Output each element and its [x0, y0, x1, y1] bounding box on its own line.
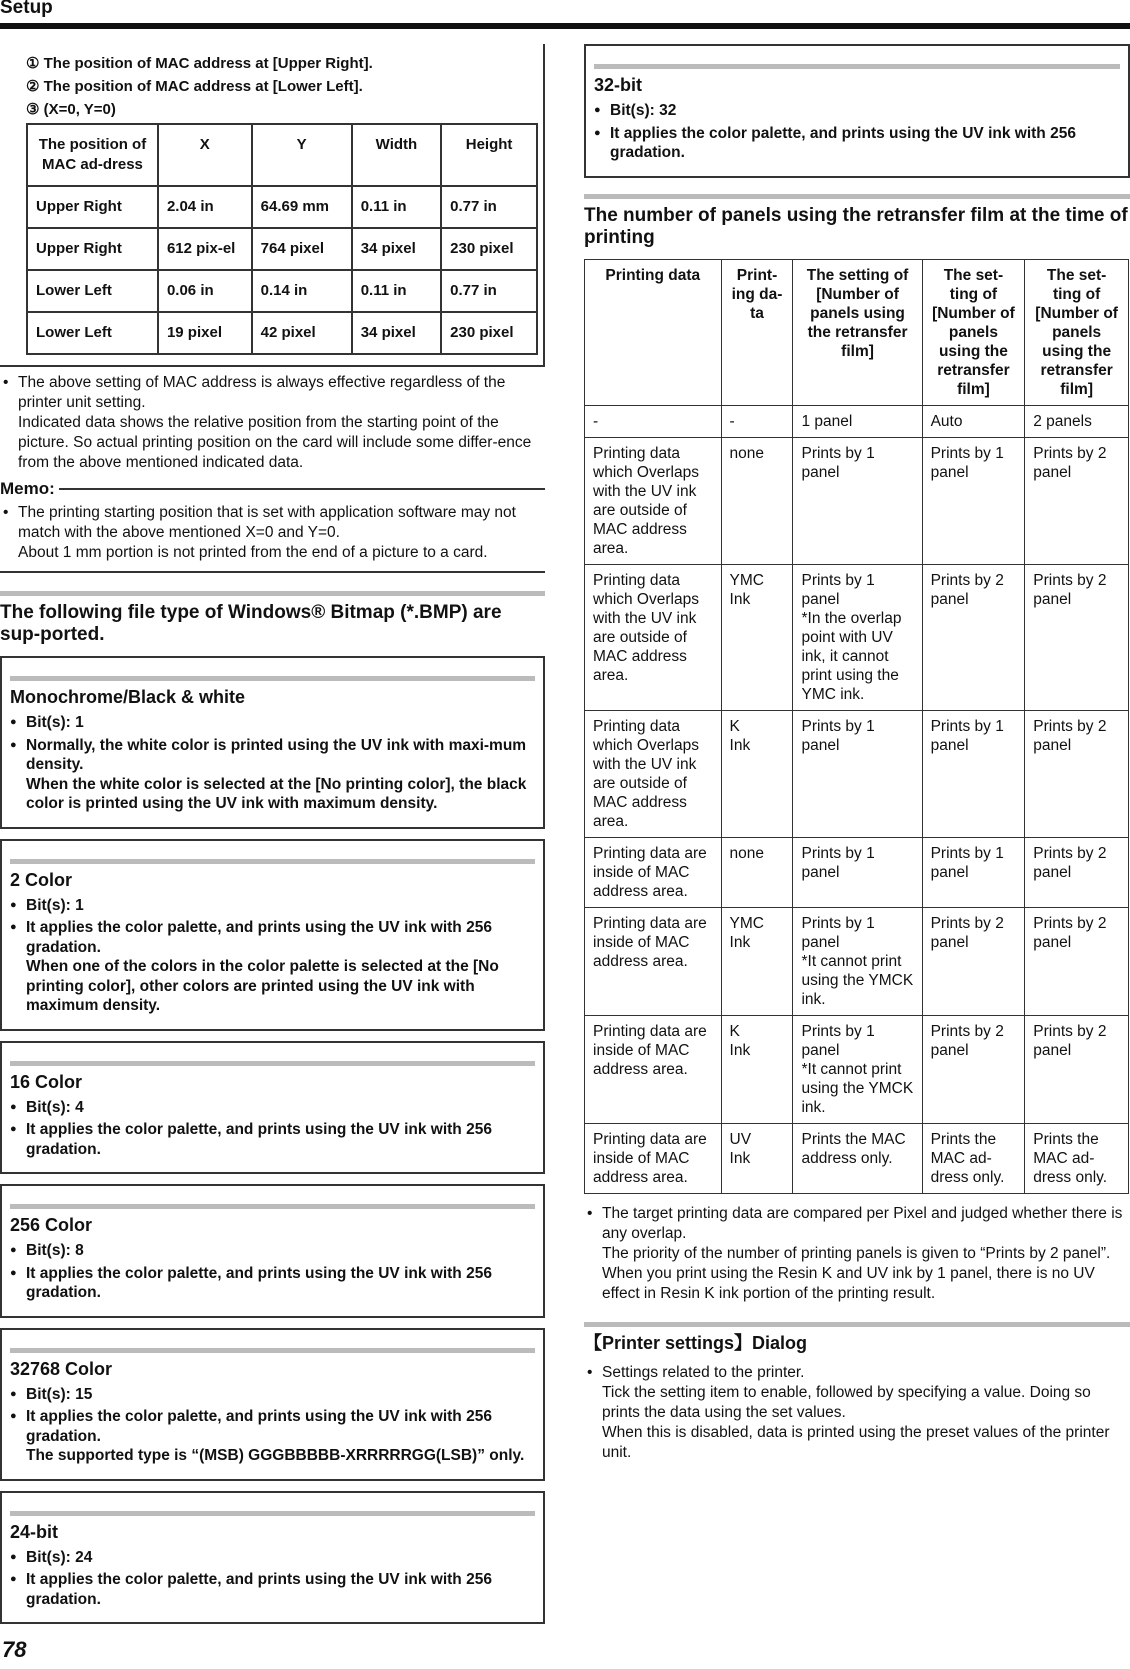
bmp-type-items	[10, 1548, 535, 1610]
bmp-type-items	[10, 1385, 535, 1466]
bmp-type-title: 24-bit	[10, 1521, 59, 1542]
section-bar	[0, 591, 545, 596]
panels-heading: The number of panels using the retransfer film at the time of printing	[584, 204, 1128, 248]
section-bar	[584, 194, 1130, 199]
bmp-type-item: ● It applies the color palette, and prints using the UV ink with 256 gradation. The supported type is “(MSB) GGGBBBBB-XRRRRRGG(LSB)” only.	[10, 1407, 535, 1466]
bmp-type-title: 256 Color	[10, 1215, 93, 1235]
mac-position-table	[26, 123, 538, 355]
note-line: • The above setting of MAC address is always effective regardless of the printer unit setting.	[18, 374, 506, 411]
page-header-title: Setup	[0, 0, 53, 18]
table-cell: 2.04 in	[158, 186, 252, 228]
table-row	[585, 405, 1129, 437]
table-cell: Upper Right	[27, 186, 158, 228]
table-cell: K Ink	[721, 710, 793, 837]
table-header: X	[158, 124, 252, 186]
table-header: The setting of [Number of panels using the retransfer film]	[793, 259, 922, 405]
bmp-type-title: 2 Color	[10, 869, 73, 890]
table-row	[585, 710, 1129, 837]
memo-title: Memo:	[0, 479, 545, 499]
bmp-type-item: ● Normally, the white color is printed using the UV ink with maxi-mum density. When the white color is selected at the [No printing color], the black color is printed using the UV ink with maximum density.	[10, 736, 535, 814]
table-cell: Prints by 2 panel	[1025, 437, 1129, 564]
note-line: When this is disabled, data is printed using the preset values of the printer unit.	[602, 1423, 1110, 1461]
bmp-type-item: ● It applies the color palette, and prints using the UV ink with 256 gradation.	[10, 1264, 535, 1303]
table-cell: Prints by 2 panel	[1025, 837, 1129, 907]
bmp-type-item: ● It applies the color palette, and prints using the UV ink with 256 gradation.	[10, 1570, 535, 1609]
table-row	[585, 1123, 1129, 1193]
section-bar	[584, 1322, 1130, 1327]
table-cell: 19 pixel	[158, 312, 252, 354]
bmp-heading: The following file type of Windows® Bitmap (*.BMP) are sup-ported.	[0, 602, 502, 645]
table-row	[585, 564, 1129, 710]
table-cell: 0.06 in	[158, 270, 252, 312]
panels-notes	[584, 1204, 1130, 1304]
table-header: The set-ting of [Number of panels using the retransfer film]	[1025, 259, 1129, 405]
table-row	[27, 312, 537, 354]
table-cell: 64.69 mm	[252, 186, 352, 228]
bmp-type-item: ● It applies the color palette, and prints using the UV ink with 256 gradation.	[594, 124, 1120, 163]
table-cell: 764 pixel	[252, 228, 352, 270]
box-bar	[10, 1511, 535, 1516]
note-line: • The target printing data are compared per Pixel and judged whether there is any overlap.	[602, 1204, 1123, 1242]
table-cell: Lower Left	[27, 270, 158, 312]
table-header: The set-ting of [Number of panels using the retransfer film]	[922, 259, 1025, 405]
bmp-type-box	[0, 1184, 545, 1318]
bmp-type-items	[10, 1241, 535, 1303]
table-cell: Printing data are inside of MAC address area.	[585, 1015, 722, 1123]
table-header: Print-ing da-ta	[721, 259, 793, 405]
bmp-type-item: ● It applies the color palette, and prints using the UV ink with 256 gradation. When one of the colors in the color palette is selected at the [No printing color], other colors are printed using the UV ink with maximum density.	[10, 918, 535, 1016]
memo-line: • The printing starting position that is set with application software may not match with the above mentioned X=0 and Y=0.	[18, 504, 516, 541]
table-row	[585, 837, 1129, 907]
bmp-type-item: ● Bit(s): 4	[10, 1098, 535, 1118]
table-cell: 42 pixel	[252, 312, 352, 354]
bmp-type-title: 32768 Color	[10, 1358, 113, 1379]
memo-list	[0, 503, 545, 563]
table-cell: Printing data which Overlaps with the UV ink are outside of MAC address area.	[585, 564, 722, 710]
note-item	[584, 1204, 1130, 1304]
table-header: Width	[352, 124, 441, 186]
bmp-type-list	[0, 656, 545, 1624]
table-cell: 612 pix-el	[158, 228, 252, 270]
table-cell: YMC Ink	[721, 907, 793, 1015]
bmp-type-item: ● Bit(s): 1	[10, 713, 535, 733]
bmp-type-item: ● Bit(s): 32	[594, 101, 1120, 121]
bmp-type-box	[0, 1491, 545, 1625]
bmp-type-items	[10, 896, 535, 1016]
table-cell: Prints the MAC address only.	[793, 1123, 922, 1193]
table-cell: Printing data are inside of MAC address area.	[585, 837, 722, 907]
table-cell: Prints by 1 panel *It cannot print using the YMCK ink.	[793, 907, 922, 1015]
table-header: The position of MAC ad-dress	[27, 124, 158, 186]
mac-line: ③ (X=0, Y=0)	[26, 101, 116, 118]
bmp-type-items	[10, 713, 535, 814]
bmp-type-box	[0, 1328, 545, 1481]
table-cell: -	[721, 405, 793, 437]
table-cell: Prints by 1 panel *In the overlap point with UV ink, it cannot print using the YMC ink.	[793, 564, 922, 710]
bmp-type-item: ● Bit(s): 15	[10, 1385, 535, 1405]
bmp-type-item: ● It applies the color palette, and prints using the UV ink with 256 gradation.	[10, 1120, 535, 1159]
bmp-type-item: ● Bit(s): 8	[10, 1241, 535, 1261]
memo-item	[0, 503, 545, 563]
table-cell: Prints by 2 panel	[1025, 710, 1129, 837]
table-cell: Prints by 2 panel	[1025, 907, 1129, 1015]
mac-line: ① The position of MAC address at [Upper Right].	[26, 55, 373, 72]
table-row	[27, 186, 537, 228]
mac-notes	[0, 373, 545, 473]
box-bar	[10, 1348, 535, 1353]
table-cell: 0.14 in	[252, 270, 352, 312]
note-line: The priority of the number of printing panels is given to “Prints by 2 panel”.	[602, 1244, 1111, 1262]
table-cell: Upper Right	[27, 228, 158, 270]
table-header: Y	[252, 124, 352, 186]
note-item	[0, 373, 545, 473]
mac-line: ② The position of MAC address at [Lower Left].	[26, 78, 363, 95]
table-cell: Printing data are inside of MAC address area.	[585, 1123, 722, 1193]
table-cell: Prints by 2 panel	[1025, 1015, 1129, 1123]
bmp-type-items	[10, 1098, 535, 1160]
note-line: When you print using the Resin K and UV ink by 1 panel, there is no UV effect in Resin K ink portion of the printing result.	[602, 1264, 1095, 1302]
table-header: Printing data	[585, 259, 722, 405]
table-cell: none	[721, 837, 793, 907]
note-line: • Settings related to the printer.	[602, 1363, 805, 1381]
table-cell: Prints by 1 panel	[922, 437, 1025, 564]
table-cell: 230 pixel	[441, 228, 537, 270]
note-line: Tick the setting item to enable, followed by specifying a value. Doing so prints the data using the set values.	[602, 1383, 1091, 1421]
table-row	[27, 228, 537, 270]
table-cell: Prints by 1 panel *It cannot print using the YMCK ink.	[793, 1015, 922, 1123]
table-cell: Prints by 1 panel	[922, 837, 1025, 907]
bmp-type-box	[0, 839, 545, 1031]
mac-position-block	[0, 44, 545, 367]
panels-table	[584, 259, 1129, 1194]
table-row	[27, 270, 537, 312]
right-column	[584, 44, 1130, 1463]
bmp-type-title: Monochrome/Black & white	[10, 687, 246, 707]
table-cell: Lower Left	[27, 312, 158, 354]
table-cell: -	[585, 405, 722, 437]
table-cell: Prints the MAC ad-dress only.	[1025, 1123, 1129, 1193]
memo-divider	[0, 571, 545, 573]
bmp-type-box	[0, 656, 545, 829]
table-cell: Printing data are inside of MAC address area.	[585, 907, 722, 1015]
bmp-type-list	[584, 44, 1130, 178]
table-cell: 1 panel	[793, 405, 922, 437]
dialog-notes	[584, 1363, 1130, 1463]
table-cell: Prints by 1 panel	[793, 837, 922, 907]
box-bar	[10, 859, 535, 864]
table-cell: YMC Ink	[721, 564, 793, 710]
table-cell: Printing data which Overlaps with the UV ink are outside of MAC address area.	[585, 710, 722, 837]
box-bar	[10, 676, 535, 681]
bmp-type-title: 32-bit	[594, 75, 643, 95]
table-cell: UV Ink	[721, 1123, 793, 1193]
table-cell: none	[721, 437, 793, 564]
box-bar	[594, 64, 1120, 69]
bmp-type-title: 16 Color	[10, 1071, 83, 1092]
box-bar	[10, 1061, 535, 1066]
table-cell: Auto	[922, 405, 1025, 437]
left-column	[0, 44, 545, 1634]
table-cell: Printing data which Overlaps with the UV ink are outside of MAC address area.	[585, 437, 722, 564]
table-cell: 0.77 in	[441, 270, 537, 312]
table-cell: 0.11 in	[352, 270, 441, 312]
header-rule	[0, 23, 1130, 29]
memo-line: About 1 mm portion is not printed from the end of a picture to a card.	[18, 544, 488, 561]
table-cell: Prints by 1 panel	[793, 710, 922, 837]
box-bar	[10, 1204, 535, 1209]
printer-settings-dialog-title: 【Printer settings】Dialog	[584, 1332, 808, 1353]
bmp-type-box	[584, 44, 1130, 178]
table-cell: 0.77 in	[441, 186, 537, 228]
table-row	[585, 437, 1129, 564]
table-cell: Prints by 1 panel	[922, 710, 1025, 837]
table-header: Height	[441, 124, 537, 186]
table-cell: K Ink	[721, 1015, 793, 1123]
note-item	[584, 1363, 1130, 1463]
table-cell: 34 pixel	[352, 228, 441, 270]
note-line: Indicated data shows the relative position from the starting point of the picture. So actual printing position on the card will include some differ-ence from the above mentioned indicated data.	[18, 414, 532, 471]
bmp-type-items	[594, 101, 1120, 163]
table-row	[585, 907, 1129, 1015]
table-cell: Prints by 2 panel	[1025, 564, 1129, 710]
bmp-type-item: ● Bit(s): 24	[10, 1548, 535, 1568]
table-cell: Prints by 2 panel	[922, 907, 1025, 1015]
table-cell: 230 pixel	[441, 312, 537, 354]
bmp-type-item: ● Bit(s): 1	[10, 896, 535, 916]
table-row	[585, 1015, 1129, 1123]
table-cell: Prints by 1 panel	[793, 437, 922, 564]
table-cell: 2 panels	[1025, 405, 1129, 437]
table-cell: 34 pixel	[352, 312, 441, 354]
table-cell: Prints the MAC ad-dress only.	[922, 1123, 1025, 1193]
bmp-type-box	[0, 1041, 545, 1175]
table-cell: Prints by 2 panel	[922, 1015, 1025, 1123]
page-number: 78	[2, 1637, 27, 1662]
table-cell: Prints by 2 panel	[922, 564, 1025, 710]
table-cell: 0.11 in	[352, 186, 441, 228]
